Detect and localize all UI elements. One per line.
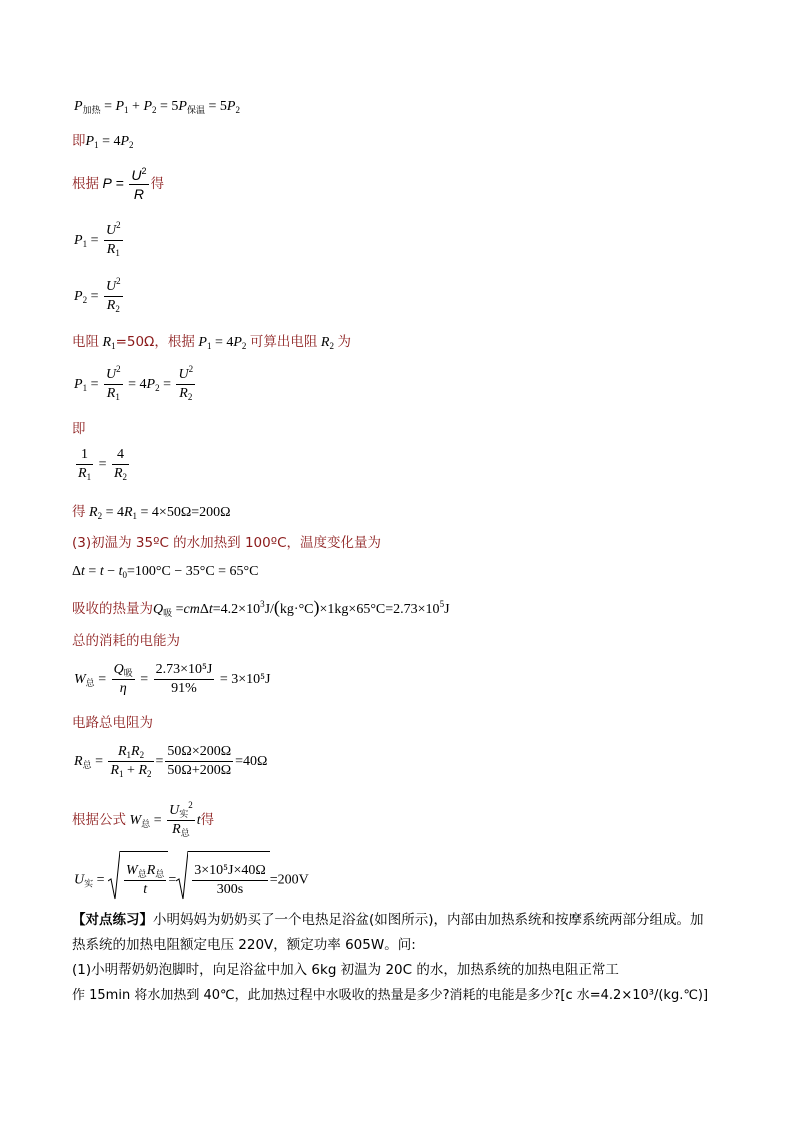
energy-result: = 3×10⁵J bbox=[219, 672, 271, 687]
equation-p1: $P_1$ = $\frac{U^2}{R_1}$ bbox=[74, 220, 121, 259]
equation-p2: $P_2$ = $\frac{U^2}{R_2}$ bbox=[74, 276, 121, 315]
practice-text-3: (1)小明帮奶奶泡脚时，向足浴盆中加入 6kg 初温为 20C 的水，加热系统的加热电阻正常工 bbox=[72, 962, 619, 978]
practice-line-1 bbox=[72, 908, 732, 933]
text-wei: 为 bbox=[337, 334, 351, 350]
text-dianzu: 电阻 bbox=[72, 334, 99, 350]
equation-actual-voltage: $U_实$ = $\frac{W_总R_总}{t}$ = $\frac{\text{3×10⁵J×40Ω}}{300s}$ =200V bbox=[74, 851, 309, 910]
voltage-numerator: 3×10⁵J×40Ω bbox=[192, 862, 268, 881]
voltage-result: =200V bbox=[269, 872, 309, 888]
equation-total-resistance: $R_总$ = $\frac{R_1R_2}{R_1 + R_2}$ = $\frac{50\Omega\times 200\Omega}{50\Omega+200\Omega}$ =40Ω bbox=[74, 744, 268, 780]
text-resistance-r1: 电阻 $R_1=50\Omega$，根据 $P_1 = 4P_2$ 可算出电阻 $R_2$ 为 bbox=[72, 334, 351, 351]
practice-text-1: 小明妈妈为奶奶买了一个电热足浴盆(如图所示)，内部由加热系统和按摩系统两部分组成。加 bbox=[153, 912, 704, 928]
text-total-resistance: 电路总电阻为 bbox=[72, 715, 153, 731]
text-part3-temperature: (3)初温为 35ºC 的水加热到 100ºC，温度变化量为 bbox=[72, 535, 382, 551]
text-de-3: 得 bbox=[200, 812, 215, 828]
equation-energy-formula: 根据公式 $W_总$ = $\frac{U_实^2}{R_总}$ t得 bbox=[72, 800, 215, 840]
equation-total-energy: $W_总$ = $\frac{Q_吸}{\eta}$ = $\frac{\text{2.73×10⁵J}}{91\%}$ = 3×10⁵J bbox=[74, 662, 271, 697]
text-de-2: 得 bbox=[72, 504, 86, 520]
text-ji-2: 即 bbox=[72, 421, 86, 437]
text-heat-label: 吸收的热量为 bbox=[72, 601, 153, 617]
text-calc-r2: 可算出电阻 bbox=[249, 334, 318, 350]
text-total-energy: 总的消耗的电能为 bbox=[72, 633, 180, 649]
sqrt-numeric bbox=[176, 851, 270, 910]
text-genju: 根据 bbox=[72, 176, 99, 192]
text-de: 得 bbox=[150, 176, 165, 192]
resistance-result: =40Ω bbox=[235, 754, 268, 769]
equation-p1-4p2: 即$P_1 = 4P_2$ bbox=[72, 133, 134, 150]
practice-question bbox=[72, 908, 732, 1008]
text-r1-value: =50Ω，根据 bbox=[115, 334, 195, 350]
equation-p1-p2-chain: $P_1$ = $\frac{U^2}{R_1}$ = $4P_2$ = $\frac{U^2}{R_2}$ bbox=[74, 364, 194, 403]
equation-r2-result: 得 $R_2 = 4R_1 = 4\times 50\Omega=200\Omega$ bbox=[72, 504, 231, 521]
fraction-u2-r: $\frac{U^2}{R}$ bbox=[131, 166, 147, 203]
equation-power-formula: 根据 P = $\frac{U^2}{R}$ 得 bbox=[72, 166, 165, 203]
resistance-numerator: 50Ω×200Ω bbox=[165, 743, 233, 762]
equation-heat-absorbed: 吸收的热量为$Q_吸 =cm\Delta t=4.2\times 10^3J/(kg\cdot^\circ C)\times 1kg\times 65^\circ C=2.73\times 10^5J$ bbox=[72, 597, 450, 619]
practice-text-4: 作 15min 将水加热到 40℃，此加热过程中水吸收的热量是多少?消耗的电能是多少?[c 水=4.2×10³/(kg.℃)] bbox=[72, 988, 709, 1003]
energy-numerator: 2.73×10⁵J bbox=[154, 661, 215, 680]
equation-total-power: $P_{加热} = P_1 + P_2 = 5P_{保温} = 5P_2$ bbox=[74, 99, 240, 116]
sqrt-wr-over-t: $\frac{W_总R_总}{t}$ bbox=[108, 851, 168, 910]
text-ji: 即 bbox=[72, 133, 86, 149]
energy-denominator: 91% bbox=[171, 681, 197, 697]
equation-delta-t: $\Delta t = t - t_0=100^\circ C - 35^\circ C = 65^\circ C$ bbox=[72, 564, 259, 580]
practice-text-2: 热系统的加热电阻额定电压 220V，额定功率 605W。问: bbox=[72, 937, 416, 953]
radical-icon bbox=[108, 851, 120, 901]
practice-tag: 【对点练习】 bbox=[72, 912, 153, 928]
equation-reciprocal: $\frac{1}{R_1}$ = $\frac{4}{R_2}$ bbox=[78, 447, 128, 483]
resistance-denominator: 50Ω+200Ω bbox=[167, 763, 232, 779]
voltage-denominator: 300s bbox=[216, 882, 244, 898]
radical-icon bbox=[176, 851, 188, 901]
text-genju-formula: 根据公式 bbox=[72, 812, 126, 828]
